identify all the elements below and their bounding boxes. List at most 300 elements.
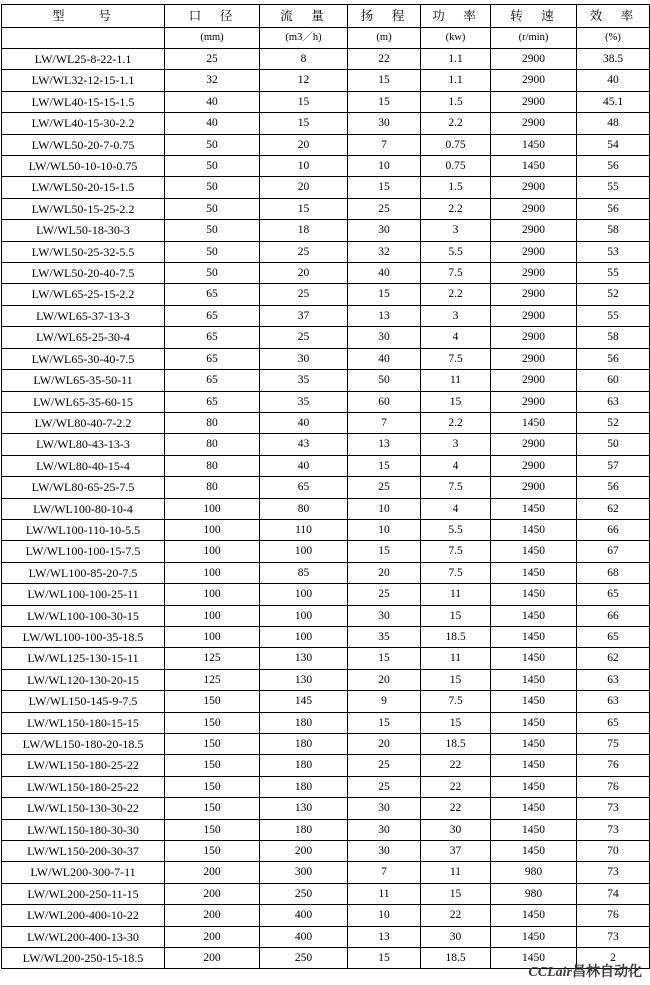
value-cell: 25 (260, 241, 348, 262)
value-cell: 15 (260, 91, 348, 112)
model-cell: LW/WL50-25-32-5.5 (2, 241, 165, 262)
value-cell: 100 (165, 626, 260, 647)
value-cell: 110 (260, 519, 348, 540)
table-row (2, 156, 650, 177)
table-row (2, 91, 650, 112)
value-cell: 2.2 (421, 412, 491, 433)
value-cell: 60 (577, 370, 650, 391)
table-row (2, 412, 650, 433)
value-cell: 2900 (491, 434, 577, 455)
value-cell: 50 (165, 134, 260, 155)
model-cell: LW/WL100-100-15-7.5 (2, 541, 165, 562)
value-cell: 25 (348, 584, 421, 605)
value-cell: 13 (348, 926, 421, 947)
value-cell: 63 (577, 669, 650, 690)
value-cell: 1450 (491, 905, 577, 926)
value-cell: 100 (260, 626, 348, 647)
value-cell: 2900 (491, 477, 577, 498)
value-cell: 4 (421, 498, 491, 519)
table-row (2, 584, 650, 605)
value-cell: 15 (421, 605, 491, 626)
value-cell: 2.2 (421, 284, 491, 305)
value-cell: 56 (577, 477, 650, 498)
value-cell: 58 (577, 327, 650, 348)
value-cell: 15 (348, 455, 421, 476)
value-cell: 15 (348, 70, 421, 91)
value-cell: 1450 (491, 562, 577, 583)
value-cell: 57 (577, 455, 650, 476)
table-row (2, 519, 650, 540)
value-cell: 50 (165, 156, 260, 177)
value-cell: 10 (260, 156, 348, 177)
table-header-cell: 转 速 (491, 5, 577, 28)
value-cell: 150 (165, 841, 260, 862)
value-cell: 1450 (491, 498, 577, 519)
value-cell: 2900 (491, 284, 577, 305)
table-unit-cell: (%) (577, 28, 650, 49)
table-header-cell: 口 径 (165, 5, 260, 28)
value-cell: 35 (348, 626, 421, 647)
value-cell: 66 (577, 519, 650, 540)
table-header-row (2, 5, 650, 28)
value-cell: 10 (348, 156, 421, 177)
value-cell: 980 (491, 862, 577, 883)
value-cell: 30 (348, 220, 421, 241)
value-cell: 1.5 (421, 177, 491, 198)
value-cell: 1450 (491, 948, 577, 969)
value-cell: 30 (421, 819, 491, 840)
value-cell: 130 (260, 648, 348, 669)
value-cell: 180 (260, 819, 348, 840)
model-cell: LW/WL50-20-7-0.75 (2, 134, 165, 155)
value-cell: 50 (165, 198, 260, 219)
value-cell: 45.1 (577, 91, 650, 112)
value-cell: 2900 (491, 455, 577, 476)
table-row (2, 370, 650, 391)
value-cell: 22 (421, 776, 491, 797)
value-cell: 2.2 (421, 198, 491, 219)
value-cell: 20 (260, 263, 348, 284)
value-cell: 11 (348, 883, 421, 904)
value-cell: 2900 (491, 327, 577, 348)
table-header-cell: 效 率 (577, 5, 650, 28)
table-row (2, 883, 650, 904)
table-row (2, 562, 650, 583)
value-cell: 4 (421, 327, 491, 348)
value-cell: 32 (165, 70, 260, 91)
model-cell: LW/WL100-110-10-5.5 (2, 519, 165, 540)
value-cell: 37 (421, 841, 491, 862)
value-cell: 1450 (491, 669, 577, 690)
value-cell: 100 (260, 584, 348, 605)
table-header-cell: 型 号 (2, 5, 165, 28)
value-cell: 18.5 (421, 626, 491, 647)
value-cell: 2900 (491, 220, 577, 241)
value-cell: 1450 (491, 648, 577, 669)
model-cell: LW/WL100-100-30-15 (2, 605, 165, 626)
model-cell: LW/WL32-12-15-1.1 (2, 70, 165, 91)
table-row (2, 755, 650, 776)
model-cell: LW/WL200-250-11-15 (2, 883, 165, 904)
value-cell: 30 (260, 348, 348, 369)
table-row (2, 691, 650, 712)
value-cell: 100 (165, 584, 260, 605)
value-cell: 100 (165, 498, 260, 519)
value-cell: 40 (165, 91, 260, 112)
value-cell: 63 (577, 391, 650, 412)
model-cell: LW/WL80-40-15-4 (2, 455, 165, 476)
value-cell: 7 (348, 412, 421, 433)
value-cell: 1.1 (421, 70, 491, 91)
value-cell: 40 (260, 412, 348, 433)
value-cell: 80 (165, 477, 260, 498)
table-row (2, 477, 650, 498)
value-cell: 80 (260, 498, 348, 519)
value-cell: 100 (165, 519, 260, 540)
value-cell: 62 (577, 648, 650, 669)
value-cell: 15 (421, 883, 491, 904)
value-cell: 7.5 (421, 541, 491, 562)
value-cell: 53 (577, 241, 650, 262)
value-cell: 3 (421, 305, 491, 326)
value-cell: 25 (348, 198, 421, 219)
value-cell: 150 (165, 819, 260, 840)
value-cell: 25 (260, 327, 348, 348)
value-cell: 43 (260, 434, 348, 455)
value-cell: 50 (165, 241, 260, 262)
value-cell: 300 (260, 862, 348, 883)
model-cell: LW/WL50-15-25-2.2 (2, 198, 165, 219)
table-row (2, 648, 650, 669)
value-cell: 30 (348, 841, 421, 862)
value-cell: 150 (165, 755, 260, 776)
value-cell: 73 (577, 926, 650, 947)
value-cell: 1450 (491, 755, 577, 776)
value-cell: 400 (260, 905, 348, 926)
value-cell: 180 (260, 712, 348, 733)
value-cell: 1450 (491, 734, 577, 755)
table-row (2, 669, 650, 690)
value-cell: 11 (421, 584, 491, 605)
value-cell: 7.5 (421, 477, 491, 498)
value-cell: 15 (348, 712, 421, 733)
value-cell: 100 (260, 541, 348, 562)
value-cell: 250 (260, 948, 348, 969)
value-cell: 125 (165, 648, 260, 669)
value-cell: 400 (260, 926, 348, 947)
value-cell: 56 (577, 198, 650, 219)
value-cell: 65 (165, 305, 260, 326)
model-cell: LW/WL200-400-13-30 (2, 926, 165, 947)
value-cell: 2900 (491, 348, 577, 369)
table-row (2, 498, 650, 519)
model-cell: LW/WL100-100-25-11 (2, 584, 165, 605)
value-cell: 30 (348, 819, 421, 840)
value-cell: 25 (260, 284, 348, 305)
table-row (2, 776, 650, 797)
value-cell: 15 (421, 669, 491, 690)
model-cell: LW/WL40-15-15-1.5 (2, 91, 165, 112)
value-cell: 48 (577, 113, 650, 134)
value-cell: 1450 (491, 584, 577, 605)
value-cell: 130 (260, 669, 348, 690)
model-cell: LW/WL65-35-50-11 (2, 370, 165, 391)
value-cell: 2900 (491, 370, 577, 391)
model-cell: LW/WL65-30-40-7.5 (2, 348, 165, 369)
value-cell: 13 (348, 434, 421, 455)
value-cell: 1450 (491, 541, 577, 562)
value-cell: 2.2 (421, 113, 491, 134)
table-row (2, 841, 650, 862)
value-cell: 980 (491, 883, 577, 904)
table-row (2, 434, 650, 455)
value-cell: 30 (421, 926, 491, 947)
value-cell: 130 (260, 798, 348, 819)
value-cell: 1450 (491, 605, 577, 626)
model-cell: LW/WL150-180-15-15 (2, 712, 165, 733)
value-cell: 7.5 (421, 348, 491, 369)
value-cell: 22 (421, 798, 491, 819)
table-row (2, 455, 650, 476)
value-cell: 67 (577, 541, 650, 562)
value-cell: 30 (348, 327, 421, 348)
value-cell: 25 (348, 477, 421, 498)
value-cell: 2900 (491, 113, 577, 134)
value-cell: 18.5 (421, 734, 491, 755)
value-cell: 15 (348, 948, 421, 969)
value-cell: 7.5 (421, 562, 491, 583)
value-cell: 15 (421, 712, 491, 733)
value-cell: 1450 (491, 841, 577, 862)
value-cell: 15 (348, 177, 421, 198)
value-cell: 0.75 (421, 134, 491, 155)
value-cell: 2900 (491, 241, 577, 262)
value-cell: 15 (348, 91, 421, 112)
model-cell: LW/WL125-130-15-11 (2, 648, 165, 669)
value-cell: 180 (260, 776, 348, 797)
value-cell: 1.1 (421, 49, 491, 70)
model-cell: LW/WL100-100-35-18.5 (2, 626, 165, 647)
value-cell: 76 (577, 905, 650, 926)
table-header-cell: 流 量 (260, 5, 348, 28)
value-cell: 25 (165, 49, 260, 70)
value-cell: 150 (165, 712, 260, 733)
value-cell: 9 (348, 691, 421, 712)
model-cell: LW/WL65-25-15-2.2 (2, 284, 165, 305)
table-row (2, 70, 650, 91)
value-cell: 2900 (491, 391, 577, 412)
value-cell: 150 (165, 691, 260, 712)
model-cell: LW/WL65-25-30-4 (2, 327, 165, 348)
value-cell: 80 (165, 434, 260, 455)
value-cell: 65 (260, 477, 348, 498)
value-cell: 1450 (491, 134, 577, 155)
value-cell: 0.75 (421, 156, 491, 177)
value-cell: 2900 (491, 70, 577, 91)
value-cell: 10 (348, 519, 421, 540)
value-cell: 52 (577, 284, 650, 305)
value-cell: 65 (577, 584, 650, 605)
value-cell: 56 (577, 348, 650, 369)
value-cell: 100 (165, 562, 260, 583)
value-cell: 200 (165, 948, 260, 969)
table-row (2, 541, 650, 562)
value-cell: 1450 (491, 626, 577, 647)
value-cell: 50 (165, 220, 260, 241)
value-cell: 180 (260, 755, 348, 776)
value-cell: 65 (165, 391, 260, 412)
value-cell: 125 (165, 669, 260, 690)
value-cell: 200 (165, 862, 260, 883)
table-row (2, 305, 650, 326)
value-cell: 1450 (491, 776, 577, 797)
table-row (2, 798, 650, 819)
value-cell: 20 (348, 669, 421, 690)
value-cell: 80 (165, 412, 260, 433)
table-row (2, 241, 650, 262)
value-cell: 75 (577, 734, 650, 755)
value-cell: 1450 (491, 156, 577, 177)
model-cell: LW/WL150-130-30-22 (2, 798, 165, 819)
table-row (2, 819, 650, 840)
value-cell: 100 (165, 605, 260, 626)
value-cell: 13 (348, 305, 421, 326)
table-row (2, 391, 650, 412)
value-cell: 66 (577, 605, 650, 626)
value-cell: 150 (165, 776, 260, 797)
value-cell: 1.5 (421, 91, 491, 112)
table-row (2, 926, 650, 947)
value-cell: 11 (421, 370, 491, 391)
table-row (2, 49, 650, 70)
value-cell: 200 (260, 841, 348, 862)
value-cell: 2900 (491, 198, 577, 219)
value-cell: 37 (260, 305, 348, 326)
value-cell: 145 (260, 691, 348, 712)
table-unit-cell (2, 28, 165, 49)
value-cell: 200 (165, 905, 260, 926)
table-header-cell: 功 率 (421, 5, 491, 28)
value-cell: 10 (348, 905, 421, 926)
table-row (2, 712, 650, 733)
value-cell: 1450 (491, 412, 577, 433)
model-cell: LW/WL150-180-25-22 (2, 755, 165, 776)
model-cell: LW/WL80-40-7-2.2 (2, 412, 165, 433)
value-cell: 7 (348, 862, 421, 883)
value-cell: 3 (421, 434, 491, 455)
value-cell: 2 (577, 948, 650, 969)
model-cell: LW/WL120-130-20-15 (2, 669, 165, 690)
value-cell: 1450 (491, 519, 577, 540)
value-cell: 52 (577, 412, 650, 433)
model-cell: LW/WL80-43-13-3 (2, 434, 165, 455)
value-cell: 7.5 (421, 263, 491, 284)
value-cell: 2900 (491, 91, 577, 112)
value-cell: 7 (348, 134, 421, 155)
value-cell: 62 (577, 498, 650, 519)
value-cell: 20 (348, 734, 421, 755)
value-cell: 3 (421, 220, 491, 241)
value-cell: 65 (577, 626, 650, 647)
table-row (2, 862, 650, 883)
value-cell: 200 (165, 926, 260, 947)
table-unit-cell: (m) (348, 28, 421, 49)
value-cell: 1450 (491, 691, 577, 712)
value-cell: 80 (165, 455, 260, 476)
value-cell: 65 (577, 712, 650, 733)
value-cell: 50 (348, 370, 421, 391)
value-cell: 25 (348, 755, 421, 776)
value-cell: 200 (165, 883, 260, 904)
table-row (2, 177, 650, 198)
value-cell: 35 (260, 370, 348, 391)
value-cell: 18.5 (421, 948, 491, 969)
value-cell: 50 (165, 177, 260, 198)
table-row (2, 734, 650, 755)
watermark-company: 昌林自动化 (572, 963, 642, 979)
model-cell: LW/WL150-200-30-37 (2, 841, 165, 862)
value-cell: 15 (260, 113, 348, 134)
value-cell: 25 (348, 776, 421, 797)
model-cell: LW/WL65-37-13-3 (2, 305, 165, 326)
value-cell: 20 (348, 562, 421, 583)
model-cell: LW/WL100-80-10-4 (2, 498, 165, 519)
model-cell: LW/WL200-250-15-18.5 (2, 948, 165, 969)
value-cell: 40 (260, 455, 348, 476)
value-cell: 15 (421, 391, 491, 412)
value-cell: 15 (260, 198, 348, 219)
table-row (2, 263, 650, 284)
value-cell: 8 (260, 49, 348, 70)
value-cell: 180 (260, 734, 348, 755)
value-cell: 15 (348, 648, 421, 669)
value-cell: 1450 (491, 712, 577, 733)
model-cell: LW/WL40-15-30-2.2 (2, 113, 165, 134)
value-cell: 35 (260, 391, 348, 412)
table-row (2, 284, 650, 305)
value-cell: 250 (260, 883, 348, 904)
value-cell: 32 (348, 241, 421, 262)
model-cell: LW/WL25-8-22-1.1 (2, 49, 165, 70)
value-cell: 54 (577, 134, 650, 155)
watermark-brand: CCLair (528, 965, 572, 980)
table-header-cell: 扬 程 (348, 5, 421, 28)
value-cell: 150 (165, 734, 260, 755)
value-cell: 68 (577, 562, 650, 583)
table-row (2, 948, 650, 969)
value-cell: 76 (577, 776, 650, 797)
value-cell: 30 (348, 798, 421, 819)
value-cell: 55 (577, 177, 650, 198)
value-cell: 85 (260, 562, 348, 583)
value-cell: 56 (577, 156, 650, 177)
spec-sheet (0, 4, 650, 985)
value-cell: 15 (348, 284, 421, 305)
model-cell: LW/WL100-85-20-7.5 (2, 562, 165, 583)
table-unit-cell: (m3／h) (260, 28, 348, 49)
value-cell: 65 (165, 348, 260, 369)
value-cell: 73 (577, 819, 650, 840)
value-cell: 12 (260, 70, 348, 91)
value-cell: 63 (577, 691, 650, 712)
value-cell: 5.5 (421, 241, 491, 262)
value-cell: 7.5 (421, 691, 491, 712)
table-row (2, 348, 650, 369)
value-cell: 5.5 (421, 519, 491, 540)
value-cell: 4 (421, 455, 491, 476)
table-unit-row (2, 28, 650, 49)
value-cell: 74 (577, 883, 650, 904)
